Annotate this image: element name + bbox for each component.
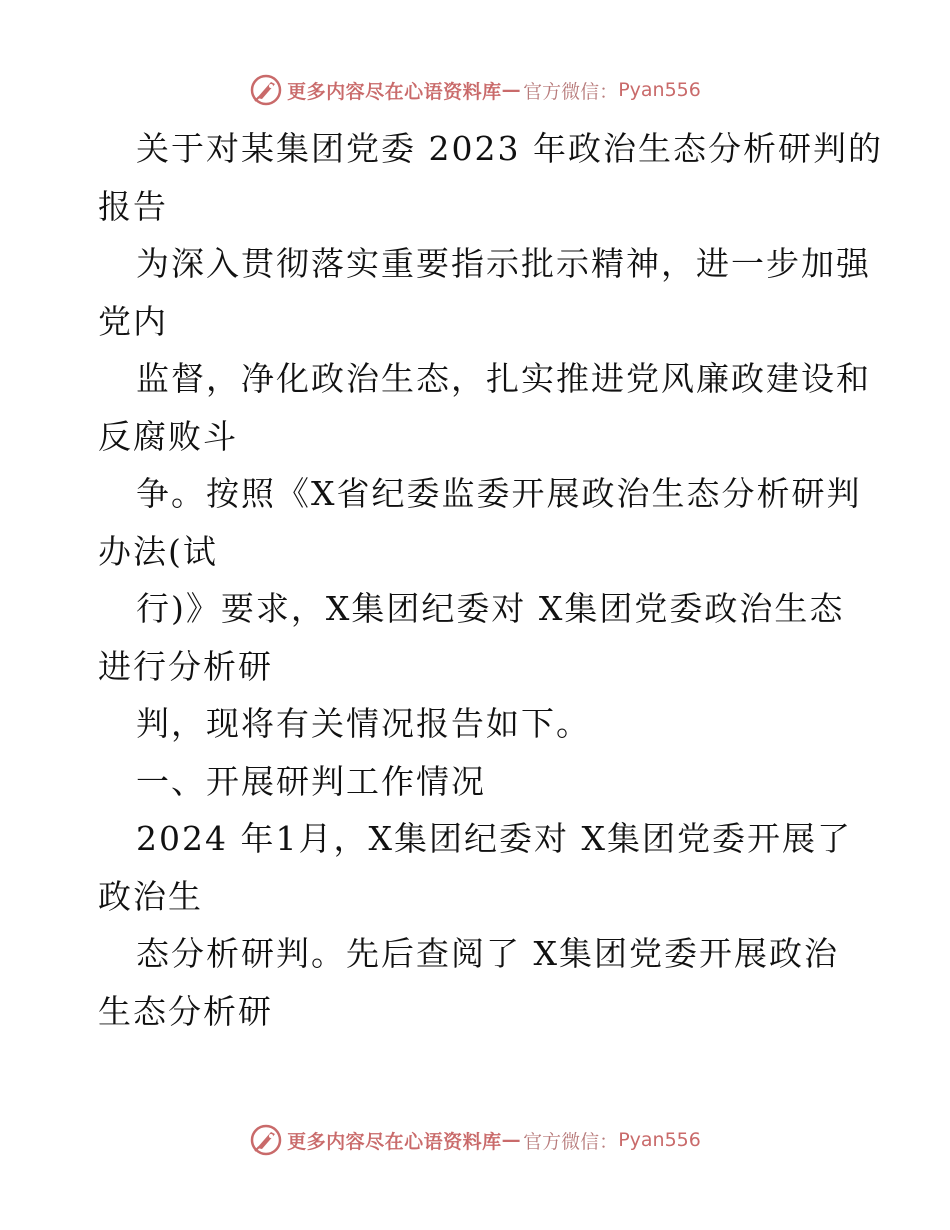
banner-wechat-id: Pyan556 [618, 79, 701, 101]
banner-promo-text: 更多内容尽在心语资料库 [287, 80, 502, 103]
doc-line: 2024 年1月，X集团纪委对 X集团党委开展了 [136, 819, 852, 858]
doc-line: 判，现将有关情况报告如下。 [136, 704, 591, 743]
doc-line: 报告 [98, 186, 168, 226]
banner-wechat-label: 官方微信： [523, 1130, 619, 1153]
section-heading: 一、开展研判工作情况 [136, 761, 486, 801]
banner-wechat-id: Pyan556 [618, 1129, 701, 1151]
doc-line: 政治生 [98, 876, 203, 916]
doc-line: 办法(试 [98, 531, 218, 571]
doc-line: 态分析研判。先后查阅了 X集团党委开展政治 [136, 934, 839, 973]
doc-line: 党内 [98, 301, 168, 341]
doc-line: 关于对某集团党委 2023 年政治生态分析研判的 [136, 129, 883, 168]
banner-wechat-label: 官方微信： [523, 80, 619, 103]
doc-line: 行)》要求，X集团纪委对 X集团党委政治生态 [136, 589, 845, 628]
doc-line: 争。按照《X省纪委监委开展政治生态分析研判 [136, 474, 862, 513]
doc-line: 生态分析研 [98, 991, 273, 1031]
doc-line: 进行分析研 [98, 646, 273, 686]
banner-separator: — [501, 79, 522, 101]
doc-line: 监督，净化政治生态，扎实推进党风廉政建设和 [136, 359, 871, 398]
banner-promo-text: 更多内容尽在心语资料库 [287, 1130, 502, 1153]
quill-pen-logo-icon [249, 1123, 283, 1157]
header-banner [0, 70, 950, 110]
footer-banner [0, 1120, 950, 1160]
quill-pen-logo-icon [249, 73, 283, 107]
doc-line: 反腐败斗 [98, 416, 238, 456]
banner-separator: — [501, 1129, 522, 1151]
doc-line: 为深入贯彻落实重要指示批示精神，进一步加强 [136, 244, 871, 283]
document-body [98, 120, 883, 1040]
